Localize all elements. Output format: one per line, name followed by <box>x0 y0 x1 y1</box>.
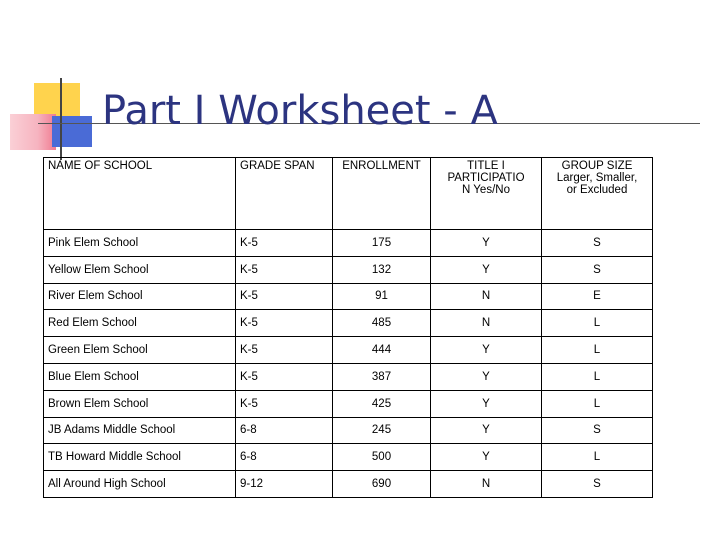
table-row <box>44 256 653 283</box>
grade-span-cell: K-5 <box>236 310 333 337</box>
header-title-line: PARTICIPATIO <box>447 172 525 184</box>
grade-span-cell: K-5 <box>236 363 333 390</box>
header-title-line: TITLE I <box>467 160 505 172</box>
table-row <box>44 363 653 390</box>
title-i-cell: Y <box>431 256 542 283</box>
table-row <box>44 417 653 444</box>
header-title-line: N Yes/No <box>462 184 510 196</box>
table-row <box>44 471 653 498</box>
title-i-cell: Y <box>431 230 542 257</box>
enrollment-cell: 485 <box>333 310 431 337</box>
title-i-cell: Y <box>431 337 542 364</box>
group-size-cell: L <box>542 390 653 417</box>
worksheet-table <box>43 157 653 498</box>
group-size-cell: E <box>542 283 653 310</box>
grade-span-cell: 6-8 <box>236 444 333 471</box>
group-size-cell: S <box>542 256 653 283</box>
table-row <box>44 444 653 471</box>
header-enrollment: ENROLLMENT <box>333 158 431 230</box>
group-size-cell: S <box>542 417 653 444</box>
group-size-cell: L <box>542 444 653 471</box>
decorative-blue-square <box>52 116 92 147</box>
table-row <box>44 283 653 310</box>
grade-span-cell: 6-8 <box>236 417 333 444</box>
enrollment-cell: 175 <box>333 230 431 257</box>
title-i-cell: N <box>431 283 542 310</box>
school-name-cell: Brown Elem School <box>44 390 236 417</box>
title-i-cell: Y <box>431 390 542 417</box>
grade-span-cell: 9-12 <box>236 471 333 498</box>
header-name-of-school: NAME OF SCHOOL <box>44 158 236 230</box>
school-name-cell: Yellow Elem School <box>44 256 236 283</box>
enrollment-cell: 500 <box>333 444 431 471</box>
school-name-cell: Pink Elem School <box>44 230 236 257</box>
group-size-cell: L <box>542 310 653 337</box>
school-name-cell: Green Elem School <box>44 337 236 364</box>
enrollment-cell: 690 <box>333 471 431 498</box>
title-i-cell: N <box>431 471 542 498</box>
enrollment-cell: 245 <box>333 417 431 444</box>
title-i-cell: Y <box>431 363 542 390</box>
grade-span-cell: K-5 <box>236 230 333 257</box>
school-name-cell: JB Adams Middle School <box>44 417 236 444</box>
school-name-cell: Blue Elem School <box>44 363 236 390</box>
grade-span-cell: K-5 <box>236 390 333 417</box>
group-size-cell: S <box>542 471 653 498</box>
grade-span-cell: K-5 <box>236 256 333 283</box>
decorative-pink-bar <box>10 114 56 150</box>
slide-title: Part I Worksheet - A <box>102 88 498 134</box>
school-name-cell: All Around High School <box>44 471 236 498</box>
grade-span-cell: K-5 <box>236 283 333 310</box>
grade-span-cell: K-5 <box>236 337 333 364</box>
header-group-size <box>542 158 653 230</box>
group-size-cell: L <box>542 363 653 390</box>
table-row <box>44 310 653 337</box>
title-i-cell: N <box>431 310 542 337</box>
header-title-i-participation <box>431 158 542 230</box>
enrollment-cell: 132 <box>333 256 431 283</box>
group-size-cell: L <box>542 337 653 364</box>
header-row <box>44 158 653 230</box>
header-group-line: GROUP SIZE <box>561 160 633 172</box>
school-name-cell: Red Elem School <box>44 310 236 337</box>
header-grade-span: GRADE SPAN <box>236 158 333 230</box>
table-row <box>44 337 653 364</box>
title-i-cell: Y <box>431 417 542 444</box>
title-i-cell: Y <box>431 444 542 471</box>
school-name-cell: TB Howard Middle School <box>44 444 236 471</box>
table-row <box>44 230 653 257</box>
school-name-cell: River Elem School <box>44 283 236 310</box>
enrollment-cell: 91 <box>333 283 431 310</box>
enrollment-cell: 444 <box>333 337 431 364</box>
header-group-line: or Excluded <box>566 184 628 196</box>
group-size-cell: S <box>542 230 653 257</box>
enrollment-cell: 425 <box>333 390 431 417</box>
decorative-vertical-line <box>60 78 62 160</box>
enrollment-cell: 387 <box>333 363 431 390</box>
table-row <box>44 390 653 417</box>
header-group-line: Larger, Smaller, <box>556 172 638 184</box>
